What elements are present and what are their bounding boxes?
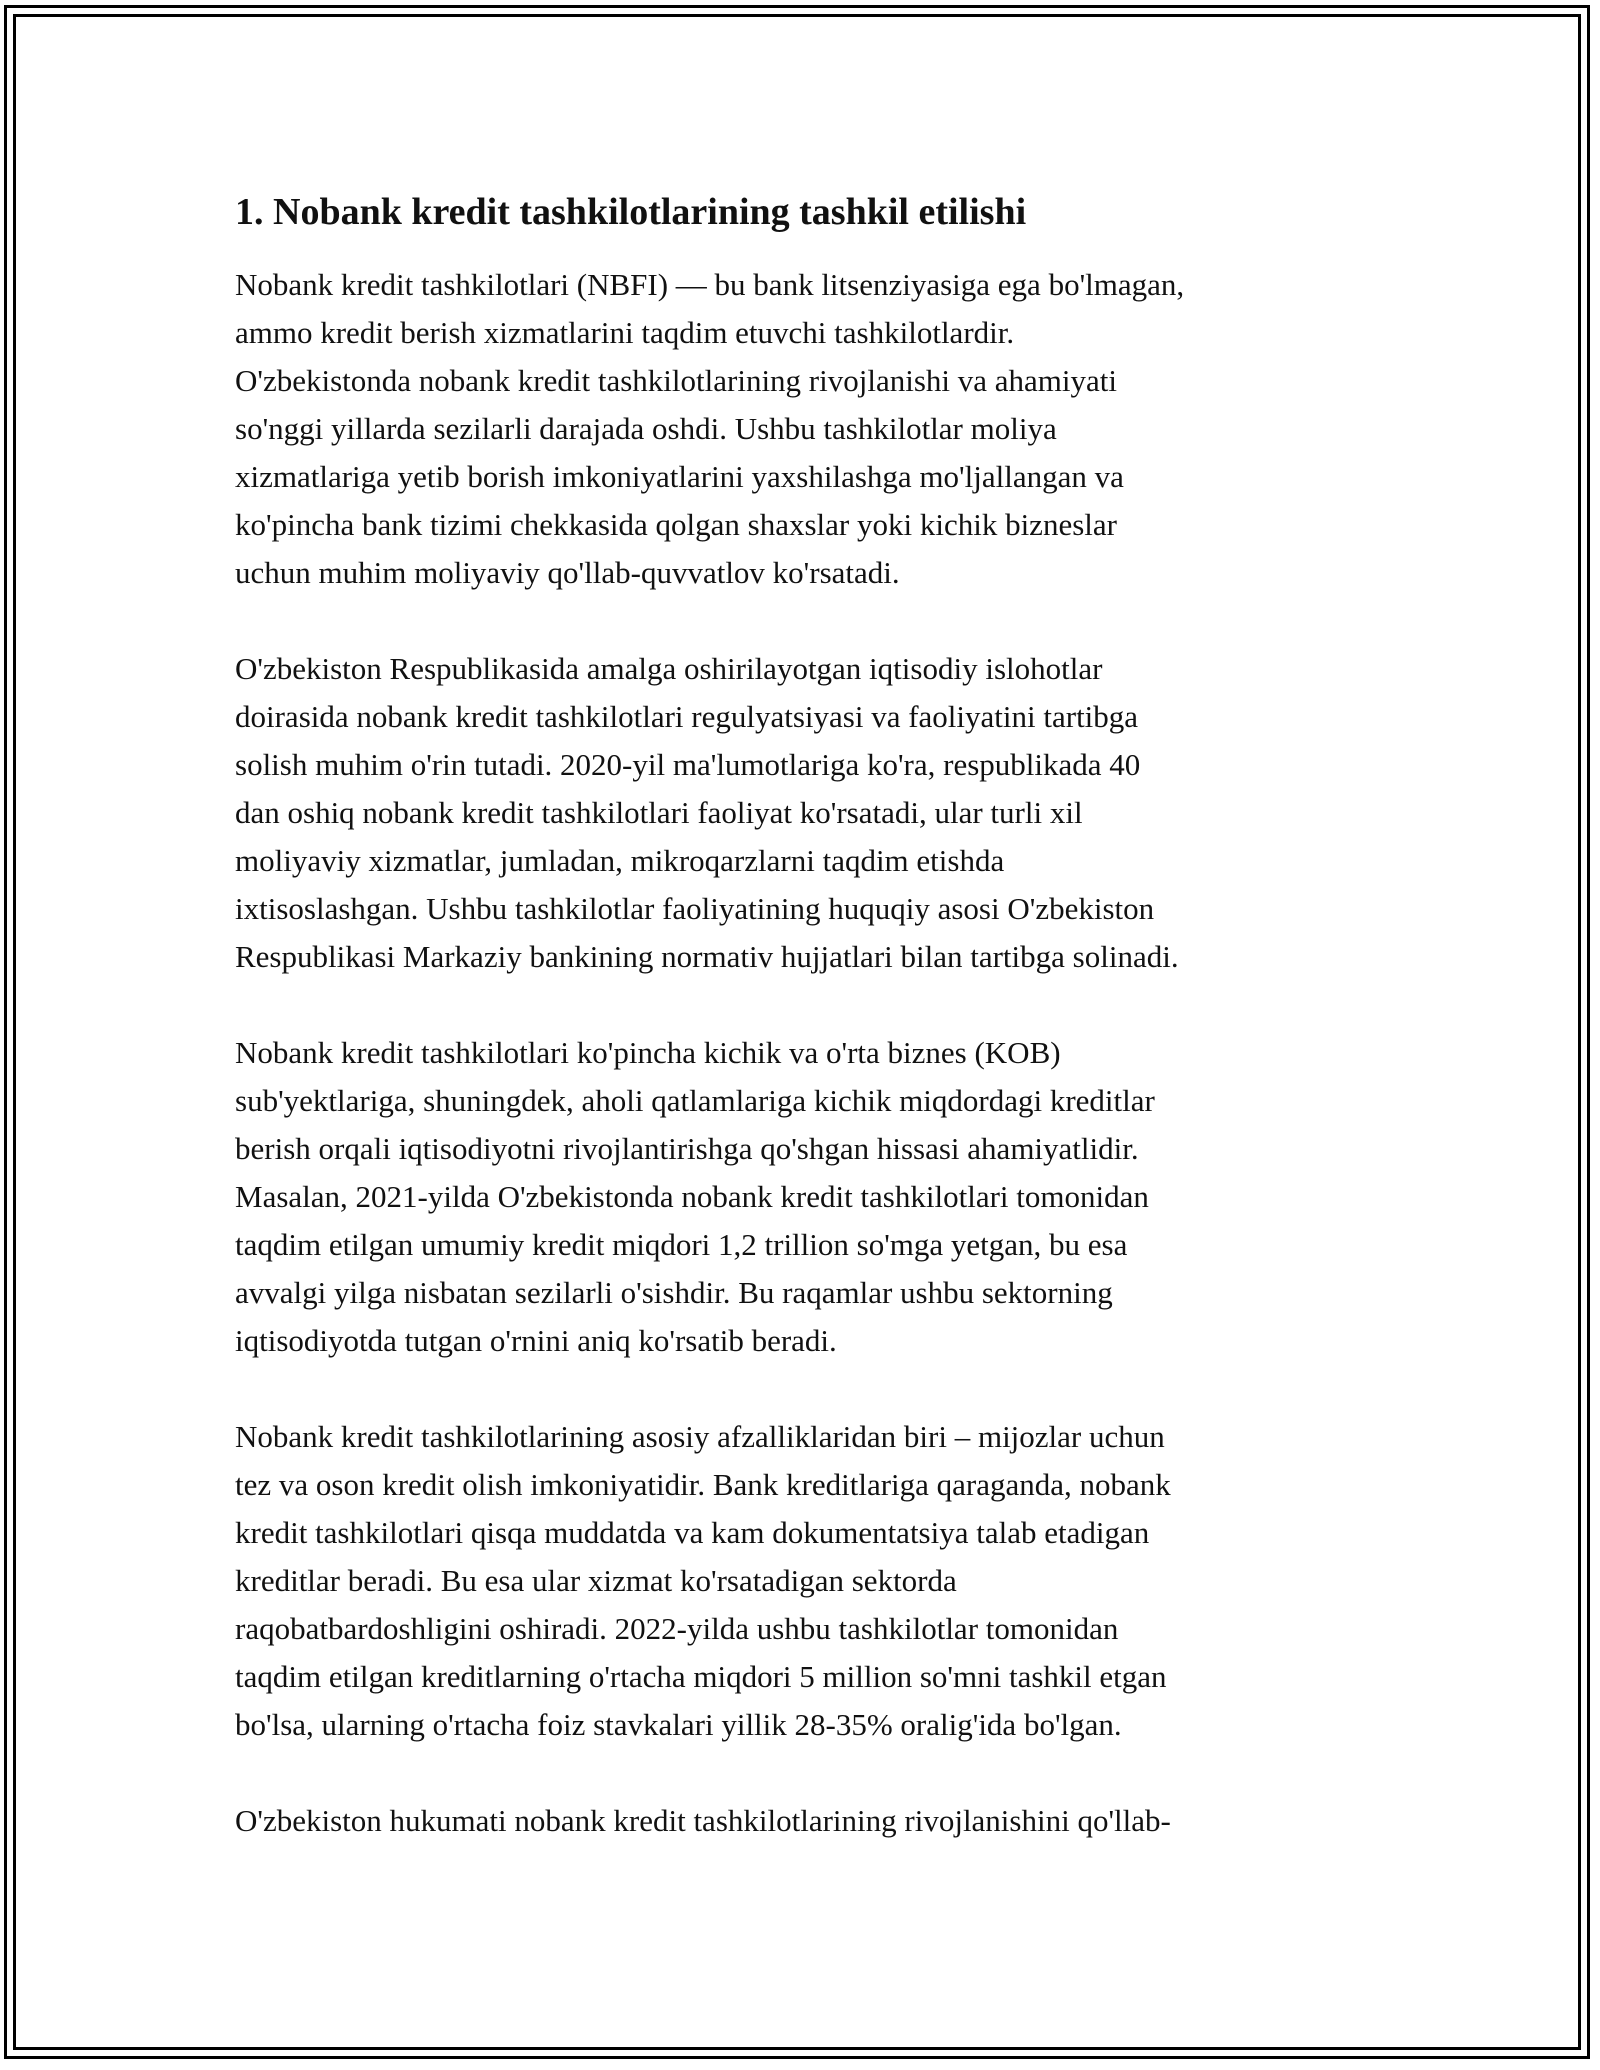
text-line: Respublikasi Markaziy bankining normativ hujjatlari bilan tartibga solinadi. [235, 939, 1179, 974]
text-line: Nobank kredit tashkilotlari ko'pincha kichik va o'rta biznes (KOB) [235, 1035, 1061, 1070]
paragraph-4 [235, 1413, 1375, 1749]
text-line: avvalgi yilga nisbatan sezilarli o'sishdir. Bu raqamlar ushbu sektorning [235, 1275, 1113, 1310]
text-line: xizmatlariga yetib borish imkoniyatlarini yaxshilashga mo'ljallangan va [235, 459, 1124, 494]
text-line: ixtisoslashgan. Ushbu tashkilotlar faoliyatining huquqiy asosi O'zbekiston [235, 891, 1155, 926]
text-line: raqobatbardoshligini oshiradi. 2022-yilda ushbu tashkilotlar tomonidan [235, 1611, 1119, 1646]
text-line: kreditlar beradi. Bu esa ular xizmat ko'rsatadigan sektorda [235, 1563, 957, 1598]
text-line: dan oshiq nobank kredit tashkilotlari faoliyat ko'rsatadi, ular turli xil [235, 795, 1083, 830]
text-line: taqdim etilgan umumiy kredit miqdori 1,2 trillion so'mga yetgan, bu esa [235, 1227, 1128, 1262]
text-line: solish muhim o'rin tutadi. 2020-yil ma'lumotlariga ko'ra, respublikada 40 [235, 747, 1141, 782]
text-line: berish orqali iqtisodiyotni rivojlantirishga qo'shgan hissasi ahamiyatlidir. [235, 1131, 1139, 1166]
text-line: ko'pincha bank tizimi chekkasida qolgan shaxslar yoki kichik bizneslar [235, 507, 1117, 542]
paragraph-5 [235, 1797, 1375, 1845]
text-line: O'zbekiston Respublikasida amalga oshirilayotgan iqtisodiy islohotlar [235, 651, 1103, 686]
text-line: doirasida nobank kredit tashkilotlari regulyatsiyasi va faoliyatini tartibga [235, 699, 1139, 734]
text-line: Nobank kredit tashkilotlari (NBFI) — bu bank litsenziyasiga ega bo'lmagan, [235, 267, 1185, 302]
paragraph-1 [235, 261, 1375, 597]
text-line: tez va oson kredit olish imkoniyatidir. Bank kreditlariga qaraganda, nobank [235, 1467, 1171, 1502]
text-line: Nobank kredit tashkilotlarining asosiy afzalliklaridan biri – mijozlar uchun [235, 1419, 1165, 1454]
text-line: kredit tashkilotlari qisqa muddatda va kam dokumentatsiya talab etadigan [235, 1515, 1150, 1550]
text-line: Masalan, 2021-yilda O'zbekistonda nobank kredit tashkilotlari tomonidan [235, 1179, 1149, 1214]
text-line: iqtisodiyotda tutgan o'rnini aniq ko'rsatib beradi. [235, 1323, 837, 1358]
text-line: so'nggi yillarda sezilarli darajada oshdi. Ushbu tashkilotlar moliya [235, 411, 1057, 446]
text-line: O'zbekistonda nobank kredit tashkilotlarining rivojlanishi va ahamiyati [235, 363, 1118, 398]
text-line: uchun muhim moliyaviy qo'llab-quvvatlov ko'rsatadi. [235, 555, 900, 590]
text-line: bo'lsa, ularning o'rtacha foiz stavkalari yillik 28-35% oralig'ida bo'lgan. [235, 1707, 1122, 1742]
section-heading: 1. Nobank kredit tashkilotlarining tashkil etilishi [235, 191, 1027, 233]
paragraph-2 [235, 645, 1375, 981]
paragraph-list [235, 261, 1375, 1845]
text-line: sub'yektlariga, shuningdek, aholi qatlamlariga kichik miqdordagi kreditlar [235, 1083, 1155, 1118]
text-line: taqdim etilgan kreditlarning o'rtacha miqdori 5 million so'mni tashkil etgan [235, 1659, 1167, 1694]
text-line: ammo kredit berish xizmatlarini taqdim etuvchi tashkilotlardir. [235, 315, 1015, 350]
document-body [235, 188, 1375, 1893]
paragraph-3 [235, 1029, 1375, 1365]
text-line: moliyaviy xizmatlar, jumladan, mikroqarzlarni taqdim etishda [235, 843, 1005, 878]
text-line: O'zbekiston hukumati nobank kredit tashkilotlarining rivojlanishini qo'llab- [235, 1803, 1171, 1838]
